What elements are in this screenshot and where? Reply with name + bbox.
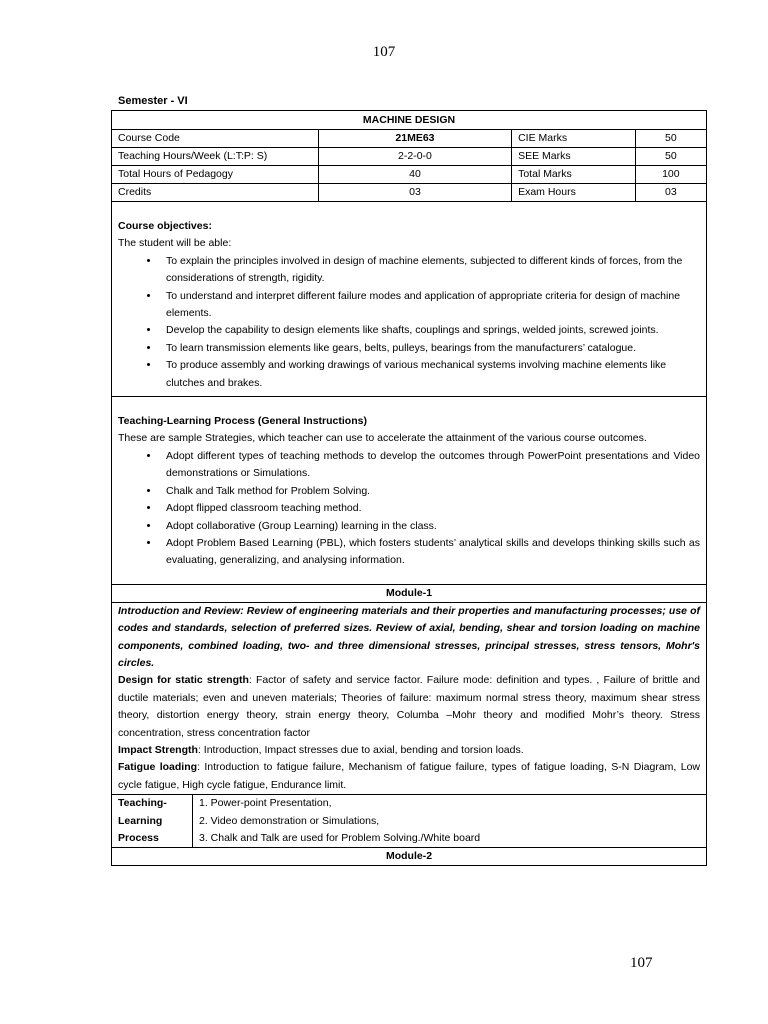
teaching-process-heading: Teaching-Learning Process (General Instructions): [118, 415, 367, 428]
list-item: • To understand and interpret different failure modes and application of appropriate criteria for design of machine elements.: [160, 288, 700, 323]
module-1-fatigue-loading: [118, 759, 700, 794]
cie-marks-label: CIE Marks: [512, 130, 636, 148]
course-code-value: 21ME63: [318, 130, 511, 148]
page-number-top: 107: [372, 44, 396, 60]
total-marks-label: Total Marks: [512, 166, 636, 184]
list-item: 1. Power-point Presentation,: [199, 797, 332, 810]
objectives-lead: The student will be able:: [118, 237, 232, 250]
semester-label: Semester - VI: [118, 95, 188, 107]
table-row: [112, 166, 706, 184]
teaching-hours-value: 2-2-0-0: [318, 148, 511, 166]
teaching-process-lead: These are sample Strategies, which teacher can use to accelerate the attainment of the various course outcomes.: [118, 432, 647, 445]
module-1-static-strength: [118, 672, 700, 742]
module-2-heading: Module-2: [112, 847, 706, 865]
table-row: [112, 795, 706, 848]
module-1-heading: Module-1: [112, 584, 706, 602]
list-item: • To learn transmission elements like gears, belts, pulleys, bearings from the manufacturers’ catalogue.: [160, 340, 700, 357]
course-info-table: [112, 129, 706, 202]
pedagogy-hours-value: 40: [318, 166, 511, 184]
pedagogy-hours-label: Total Hours of Pedagogy: [112, 166, 318, 184]
course-code-label: Course Code: [112, 130, 318, 148]
teaching-process-section: [112, 396, 706, 584]
list-item: • Adopt flipped classroom teaching method.: [160, 500, 700, 517]
list-item: • Chalk and Talk method for Problem Solving.: [160, 483, 700, 500]
table-row: [112, 148, 706, 166]
list-item: • Adopt Problem Based Learning (PBL), which fosters students’ analytical skills and develops thinking skills such as evaluating, generalizing, and analysing information.: [160, 535, 700, 570]
module-1-impact-strength: [118, 742, 700, 759]
total-marks-value: 100: [635, 166, 706, 184]
impact-strength-label: Impact Strength: [118, 743, 198, 756]
process-label: [112, 795, 193, 848]
teaching-process-list: [118, 448, 700, 570]
list-item: 2. Video demonstration or Simulations,: [199, 814, 380, 827]
exam-hours-value: 03: [635, 184, 706, 202]
list-item: • To produce assembly and working drawings of various mechanical systems involving machine elements like clutches and brakes.: [160, 357, 700, 392]
fatigue-loading-label: Fatigue loading: [118, 761, 198, 774]
module-1-process-table: [112, 794, 706, 847]
module-1-content: [112, 602, 706, 794]
see-marks-value: 50: [635, 148, 706, 166]
table-row: [112, 130, 706, 148]
list-item: 3. Chalk and Talk are used for Problem Solving./White board: [199, 832, 481, 844]
fatigue-loading-text: : Introduction to fatigue failure, Mechanism of fatigue failure, types of fatigue loading, S-N Diagram, Low cycle fatigue, High cycle fatigue, Endurance limit.: [118, 761, 700, 791]
static-strength-text: : Factor of safety and service factor. Failure mode: definition and types. , Failure of brittle and ductile materials; even and uneven materials; Theories of failure: maximum normal stress theory, maximum shear stress theory, distortion energy theory, strain energy theory, Columba –Mohr theory and modified Mohr’s theory. Stress concentration, stress concentration factor: [118, 674, 700, 739]
process-items: [193, 795, 707, 848]
process-label-line: Process: [118, 832, 159, 844]
exam-hours-label: Exam Hours: [512, 184, 636, 202]
objectives-section: [112, 202, 706, 396]
table-row: [112, 184, 706, 202]
teaching-hours-label: Teaching Hours/Week (L:T:P: S): [112, 148, 318, 166]
see-marks-label: SEE Marks: [512, 148, 636, 166]
list-item: • Develop the capability to design elements like shafts, couplings and springs, welded joints, screwed joints.: [160, 322, 700, 339]
list-item: • Adopt different types of teaching methods to develop the outcomes through PowerPoint presentations and Video demonstrations or Simulations.: [160, 448, 700, 483]
module-1-intro: Introduction and Review: Review of engineering materials and their properties and manufacturing processes; use of codes and standards, selection of preferred sizes. Review of axial, bending, shear and torsion loading on machine components, combined loading, two- and three dimensional stresses, principal stresses, stress tensors, Mohr's circles.: [118, 604, 700, 669]
impact-strength-text: : Introduction, Impact stresses due to axial, bending and torsion loads.: [197, 743, 524, 756]
credits-value: 03: [318, 184, 511, 202]
credits-label: Credits: [112, 184, 318, 202]
page-number-bottom: 107: [630, 955, 653, 971]
objectives-heading: Course objectives:: [118, 220, 212, 232]
objectives-list: [118, 253, 700, 392]
process-label-line: Learning: [118, 814, 163, 827]
list-item: • Adopt collaborative (Group Learning) learning in the class.: [160, 518, 700, 535]
course-title: MACHINE DESIGN: [362, 114, 456, 126]
cie-marks-value: 50: [635, 130, 706, 148]
list-item: • To explain the principles involved in design of machine elements, subjected to different kinds of forces, from the considerations of strength, rigidity.: [160, 253, 700, 288]
process-label-line: Teaching-: [118, 797, 167, 810]
syllabus-frame: [111, 110, 707, 866]
static-strength-label: Design for static strength: [118, 674, 249, 687]
